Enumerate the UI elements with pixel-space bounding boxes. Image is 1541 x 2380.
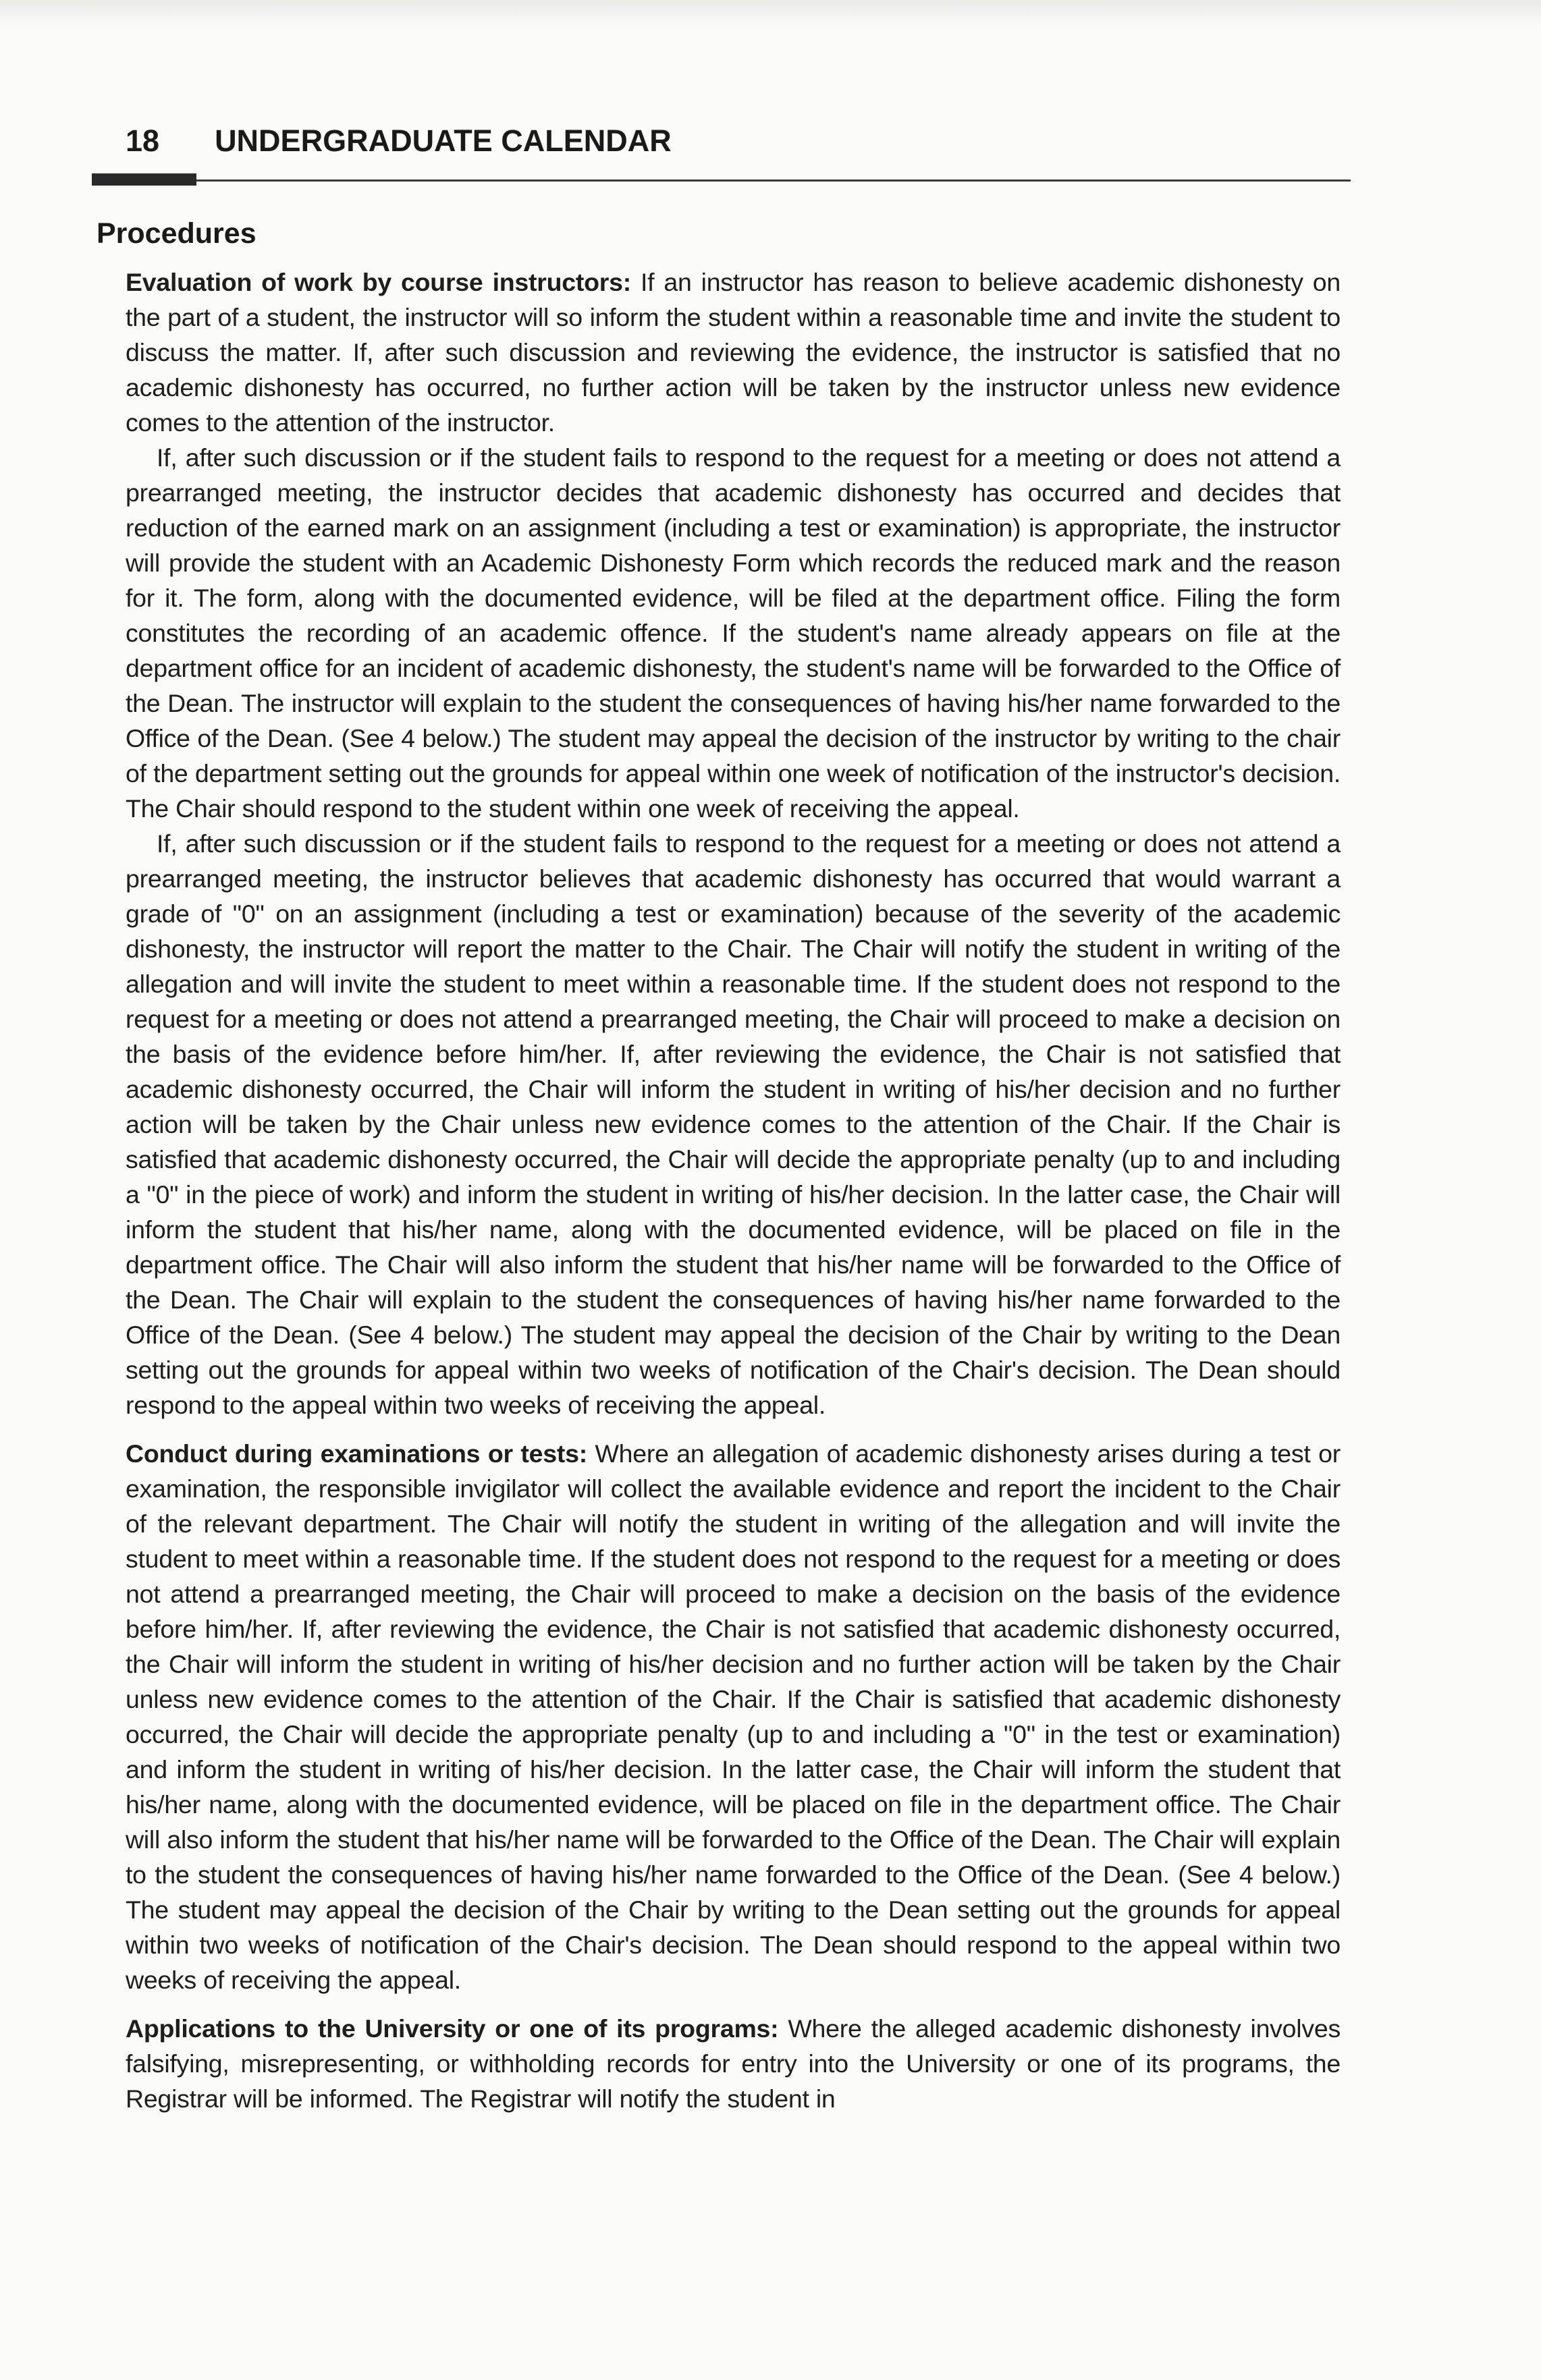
body-text xyxy=(126,265,1341,2116)
paragraph-text: If an instructor has reason to believe academic dishonesty on the part of a student, the instructor will so inform the student within a reasonable time and invite the student to discuss the matter. If, after such discussion and reviewing the evidence, the instructor is satisfied that no academic dishonesty has occurred, no further action will be taken by the instructor unless new evidence comes to the attention of the instructor. xyxy=(126,268,1341,437)
paragraph-evaluation-of-work xyxy=(126,265,1341,440)
paragraph-lead: Evaluation of work by course instructors: xyxy=(126,268,631,296)
section-heading: Procedures xyxy=(97,217,256,250)
paragraph-applications xyxy=(126,2011,1341,2116)
running-title: UNDERGRADUATE CALENDAR xyxy=(215,123,672,158)
page-header xyxy=(126,123,672,164)
header-rule xyxy=(92,179,1351,182)
paragraph-text: Where the alleged academic dishonesty involves falsifying, misrepresenting, or withholding records for entry into the University or one of its programs, the Registrar will be informed. The Registrar will notify the student in xyxy=(126,2014,1341,2113)
scan-top-edge xyxy=(0,0,1541,27)
page-number: 18 xyxy=(126,123,160,158)
paragraph-lead: Conduct during examinations or tests: xyxy=(126,1439,587,1468)
paragraph-text: If, after such discussion or if the student fails to respond to the request for a meeting or does not attend a prearranged meeting, the instructor believes that academic dishonesty has occurred that would warrant a grade of "0" on an assignment (including a test or examination) because of the severity of the academic dishonesty, the instructor will report the matter to the Chair. The Chair will notify the student in writing of the allegation and will invite the student to meet within a reasonable time. If the student does not respond to the request for a meeting or does not attend a prearranged meeting, the Chair will proceed to make a decision on the basis of the evidence before him/her. If, after reviewing the evidence, the Chair is not satisfied that academic dishonesty occurred, the Chair will inform the student in writing of his/her decision and no further action will be taken by the Chair unless new evidence comes to the attention of the Chair. If the Chair is satisfied that academic dishonesty occurred, the Chair will decide the appropriate penalty (up to and including a "0" in the piece of work) and inform the student in writing of his/her decision. In the latter case, the Chair will inform the student that his/her name, along with the documented evidence, will be placed on file in the department office. The Chair will also inform the student that his/her name will be forwarded to the Office of the Dean. The Chair will explain to the student the consequences of having his/her name forwarded to the Office of the Dean. (See 4 below.) The student may appeal the decision of the Chair by writing to the Dean setting out the grounds for appeal within two weeks of notification of the Chair's decision. The Dean should respond to the appeal within two weeks of receiving the appeal. xyxy=(126,829,1341,1419)
paragraph-mark-reduction xyxy=(126,440,1341,826)
header-rule-accent xyxy=(92,173,196,186)
paragraph-text: If, after such discussion or if the student fails to respond to the request for a meeting or does not attend a prearranged meeting, the instructor decides that academic dishonesty has occurred and decides that reduction of the earned mark on an assignment (including a test or examination) is appropriate, the instructor will provide the student with an Academic Dishonesty Form which records the reduced mark and the reason for it. The form, along with the documented evidence, will be filed at the department office. Filing the form constitutes the recording of an academic offence. If the student's name already appears on file at the department office for an incident of academic dishonesty, the student's name will be forwarded to the Office of the Dean. The instructor will explain to the student the consequences of having his/her name forwarded to the Office of the Dean. (See 4 below.) The student may appeal the decision of the instructor by writing to the chair of the department setting out the grounds for appeal within one week of notification of the instructor's decision. The Chair should respond to the student within one week of receiving the appeal. xyxy=(126,443,1341,823)
paragraph-lead: Applications to the University or one of its programs: xyxy=(126,2014,779,2043)
paragraph-conduct-during-exams xyxy=(126,1436,1341,1997)
paragraph-text: Where an allegation of academic dishonesty arises during a test or examination, the responsible invigilator will collect the available evidence and report the incident to the Chair of the relevant department. The Chair will notify the student in writing of the allegation and will invite the student to meet within a reasonable time. If the student does not respond to the request for a meeting or does not attend a prearranged meeting, the Chair will proceed to make a decision on the basis of the evidence before him/her. If, after reviewing the evidence, the Chair is not satisfied that academic dishonesty occurred, the Chair will inform the student in writing of his/her decision and no further action will be taken by the Chair unless new evidence comes to the attention of the Chair. If the Chair is satisfied that academic dishonesty occurred, the Chair will decide the appropriate penalty (up to and including a "0" in the test or examination) and inform the student in writing of his/her decision. In the latter case, the Chair will inform the student that his/her name, along with the documented evidence, will be placed on file in the department office. The Chair will also inform the student that his/her name will be forwarded to the Office of the Dean. The Chair will explain to the student the consequences of having his/her name forwarded to the Office of the Dean. (See 4 below.) The student may appeal the decision of the Chair by writing to the Dean setting out the grounds for appeal within two weeks of notification of the Chair's decision. The Dean should respond to the appeal within two weeks of receiving the appeal. xyxy=(126,1439,1341,1994)
paragraph-chair-report xyxy=(126,826,1341,1422)
